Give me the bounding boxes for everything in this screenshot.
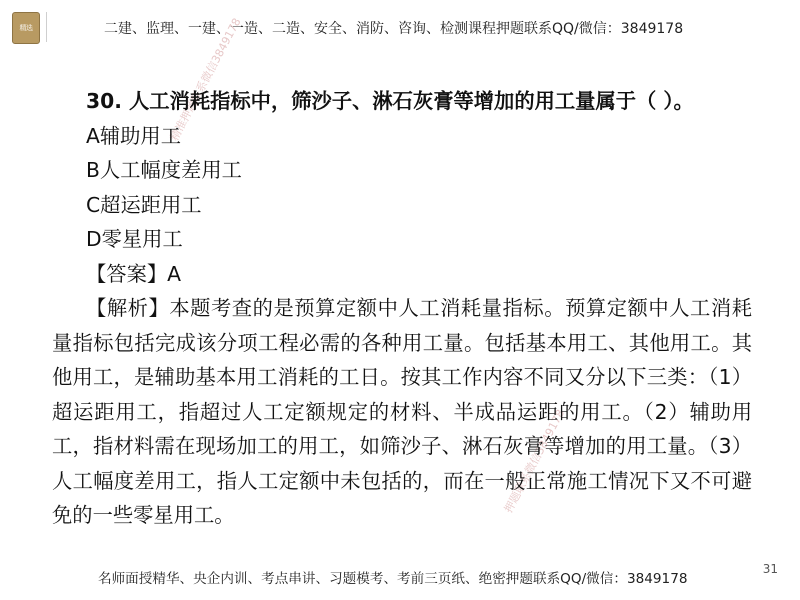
option-c: C超运距用工 [86, 192, 202, 217]
question-stem: 30. 人工消耗指标中，筛沙子、淋石灰膏等增加的用工量属于（ ）。 [86, 89, 694, 113]
option-a: A辅助用工 [86, 123, 181, 148]
option-d: D零星用工 [86, 227, 183, 251]
header-divider [46, 12, 47, 42]
logo-text: 精选 [19, 23, 33, 32]
analysis-text: 【解析】本题考查的是预算定额中人工消耗量指标。预算定额中人工消耗量指标包括完成该分项工程必需的各种用工量。包括基本用工、其他用工。其他用工，是辅助基本用工消耗的工日。按其工作内容不同又分以下三类：（1）超运距用工，指超过人工定额规定的材料、半成品运距的用工。（2）辅助用工，指材料需在现场加工的用工，如筛沙子、淋石灰膏等增加的用工量。（3）人工幅度差用工，指人工定额中未包括的，而在一般正常施工情况下又不可避免的一些零星用工。 [52, 296, 752, 527]
watermark: 押题联系微信3849178 [501, 407, 568, 516]
question-content [52, 84, 752, 533]
answer-text: 【答案】A [86, 261, 181, 286]
header-banner: 二建、监理、一建、一造、二造、安全、消防、咨询、检测课程押题联系QQ/微信：3849178 [104, 21, 684, 37]
brand-logo [12, 12, 40, 44]
page-number: 31 [762, 562, 778, 576]
watermark: 精准押题联系微信3849178 [167, 15, 244, 144]
option-b: B人工幅度差用工 [86, 158, 242, 182]
footer-banner: 名师面授精华、央企内训、考点串讲、习题模考、考前三页纸、绝密押题联系QQ/微信：3849178 [98, 571, 688, 587]
